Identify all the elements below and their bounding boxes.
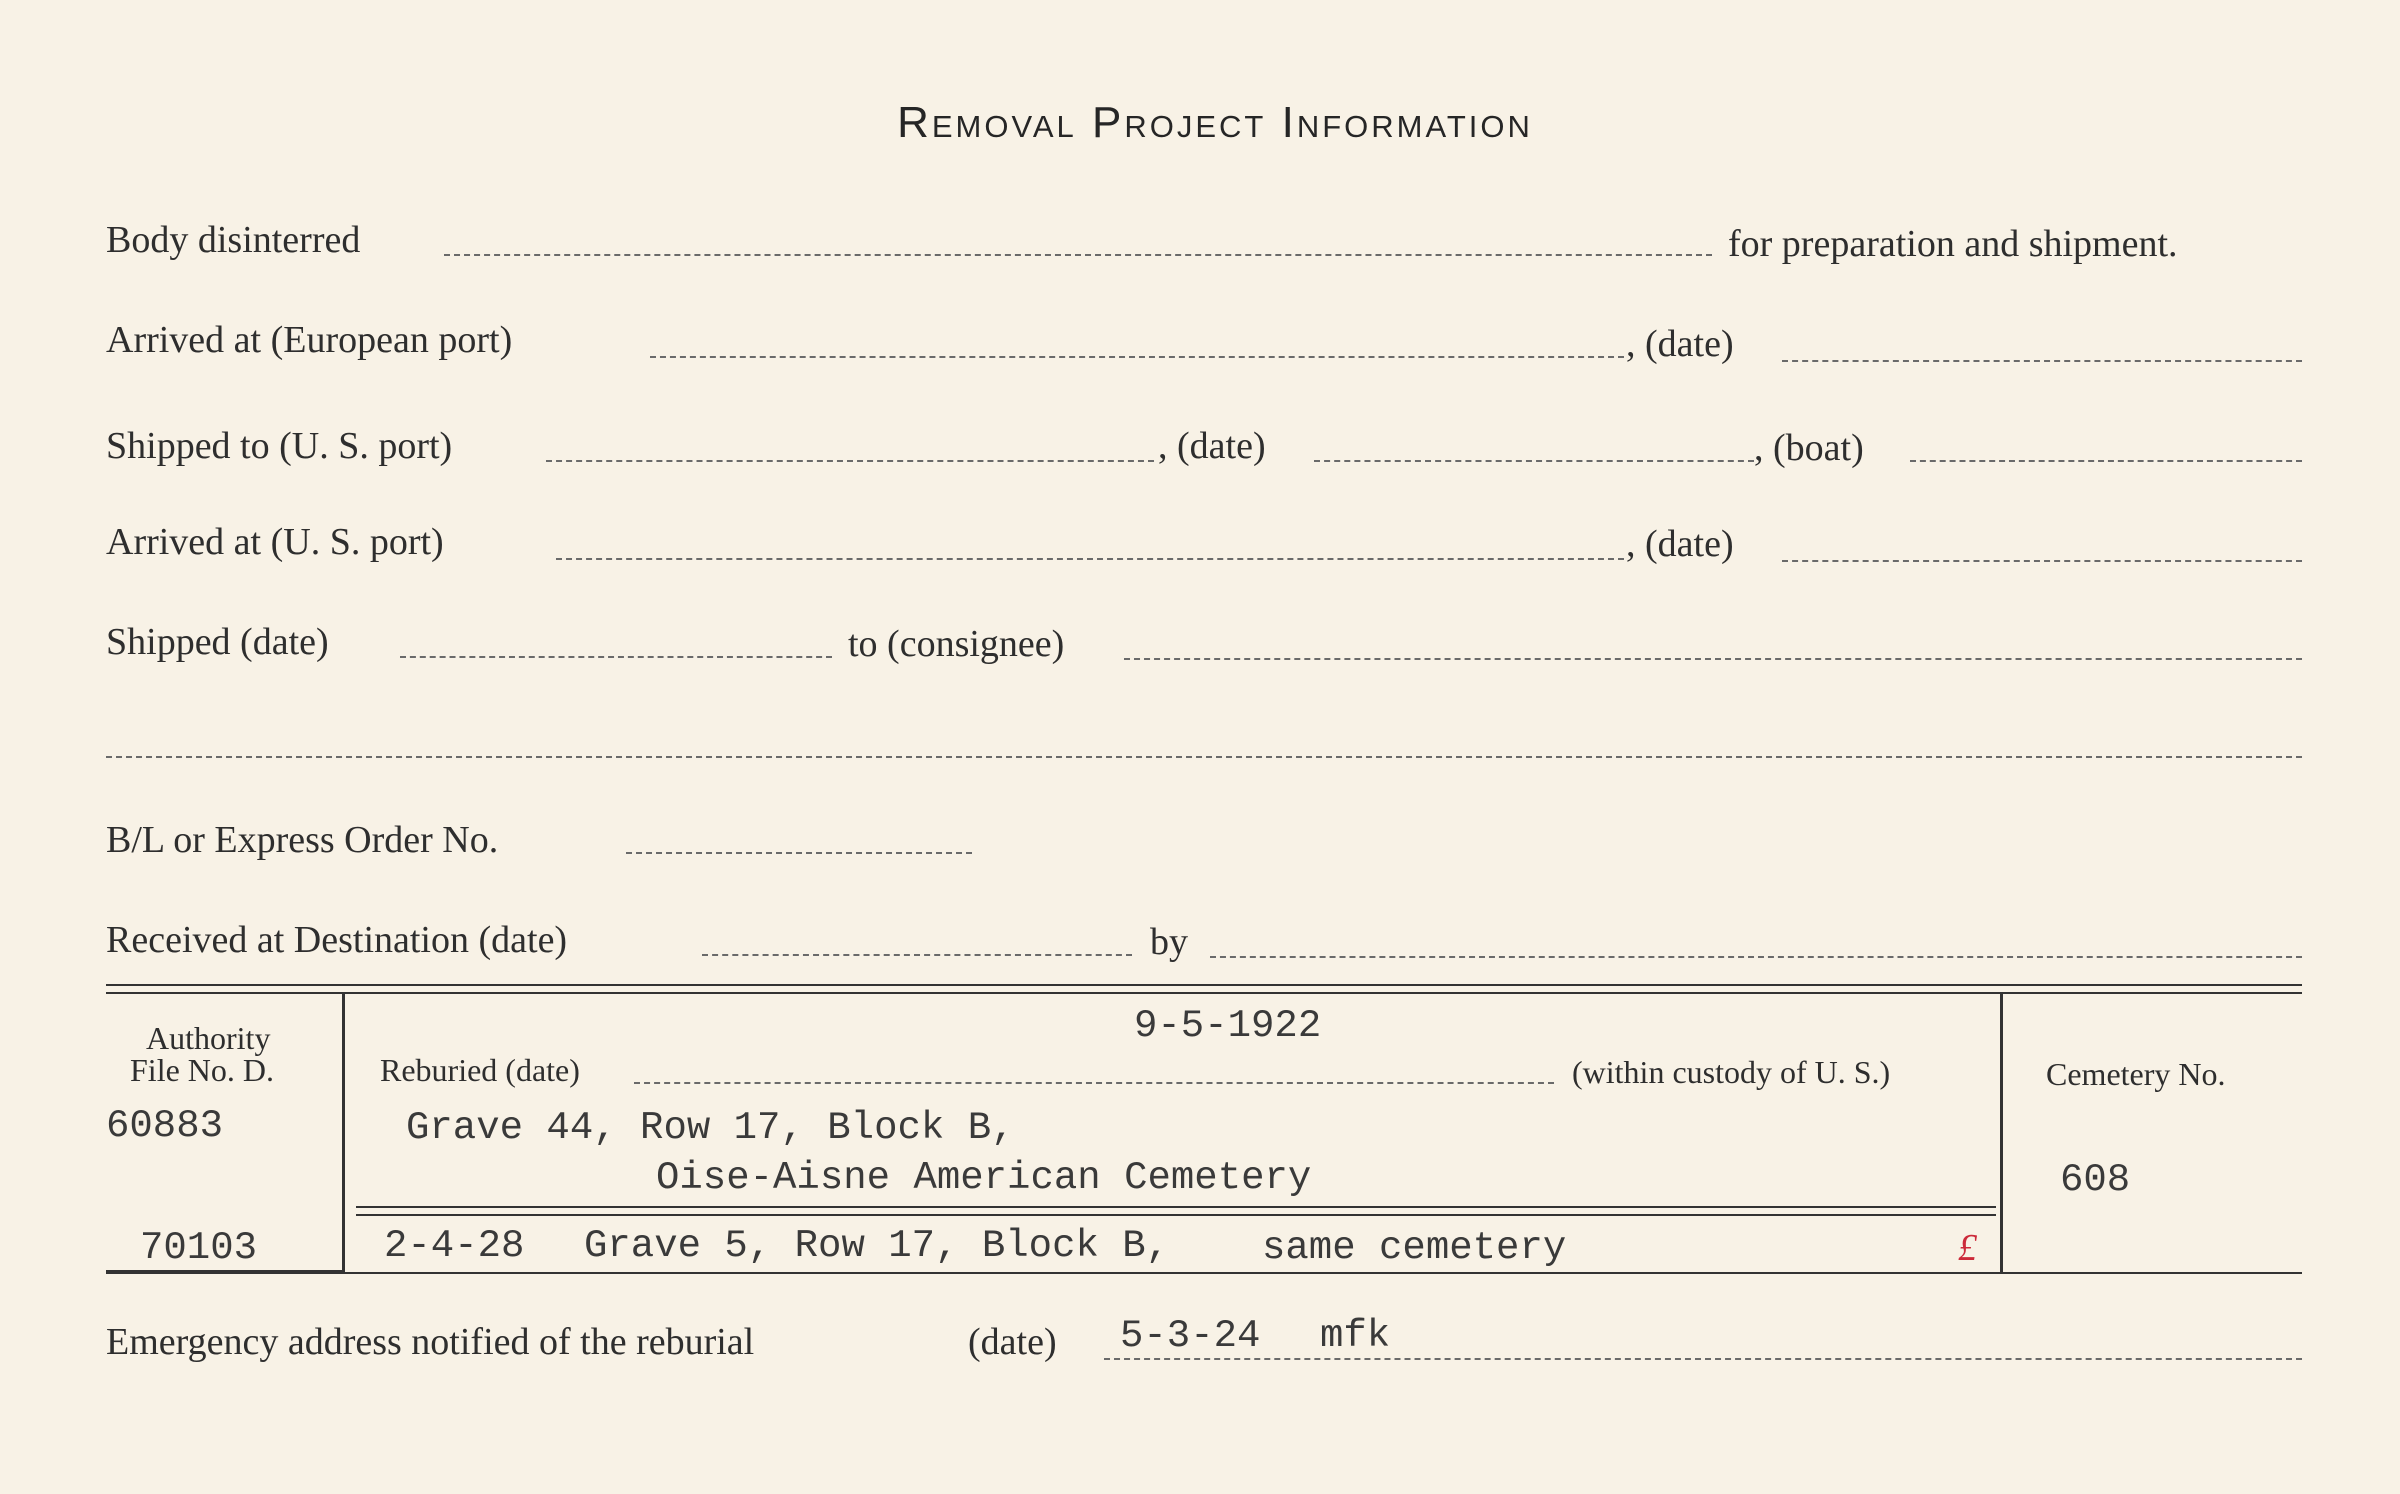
table-bottom-rule: [106, 1272, 2302, 1274]
date-line-2: [1314, 460, 1754, 462]
arrived-european-line: [650, 356, 1624, 358]
shipped-date-line: [400, 656, 832, 658]
date-label-2: , (date): [1158, 425, 1266, 467]
table-top-rule-2: [106, 992, 2302, 994]
reburied-label: Reburied (date): [380, 1052, 580, 1088]
boat-line: [1910, 460, 2302, 462]
second-grave: Grave 5, Row 17, Block B,: [584, 1224, 1170, 1268]
table-divider-right: [2000, 994, 2003, 1272]
file-no-1: 60883: [106, 1104, 224, 1148]
table-mid-rule-1: [356, 1206, 1996, 1208]
emergency-date-value: 5-3-24: [1120, 1314, 1261, 1358]
received-dest-label: Received at Destination (date): [106, 919, 568, 961]
file-no-2: 70103: [140, 1226, 258, 1270]
reburied-line: [634, 1082, 1554, 1084]
date-label-1: , (date): [1626, 323, 1734, 365]
body-disinterred-line: [444, 254, 1712, 256]
cemetery-no-value: 608: [2060, 1158, 2131, 1202]
body-disinterred-label: Body disinterred: [106, 219, 361, 261]
date-line-3: [1782, 560, 2302, 562]
emergency-label: Emergency address notified of the reburial: [106, 1321, 755, 1363]
second-note: same cemetery: [1262, 1226, 1567, 1270]
for-preparation-label: for preparation and shipment.: [1728, 223, 2178, 265]
second-date: 2-4-28: [384, 1224, 525, 1268]
arrived-european-label: Arrived at (European port): [106, 319, 513, 361]
reburied-date-value: 9-5-1922: [1134, 1004, 1322, 1048]
form-title: Removal Project Information: [897, 98, 1533, 147]
received-date-line: [702, 954, 1132, 956]
to-consignee-label: to (consignee): [848, 623, 1065, 665]
table-mid-rule-2: [356, 1214, 1996, 1216]
received-by-line: [1210, 956, 2302, 958]
grave-line-1: Grave 44, Row 17, Block B,: [406, 1106, 1015, 1150]
grave-line-2: Oise-Aisne American Cemetery: [656, 1156, 1312, 1200]
shipped-date-label: Shipped (date): [106, 621, 329, 663]
emergency-date-label: (date): [968, 1321, 1057, 1363]
cemetery-no-label: Cemetery No.: [2046, 1056, 2226, 1092]
consignee-line: [1124, 658, 2302, 660]
shipped-us-line: [546, 460, 1154, 462]
arrived-us-line: [556, 558, 1624, 560]
bl-order-label: B/L or Express Order No.: [106, 819, 499, 861]
boat-label: , (boat): [1754, 427, 1864, 469]
check-mark: £: [1958, 1227, 1977, 1269]
emergency-initials: mfk: [1320, 1314, 1391, 1358]
blank-line: [106, 756, 2302, 758]
bl-order-line: [626, 852, 972, 854]
date-line-1: [1782, 360, 2302, 362]
authority-label: Authority: [146, 1020, 271, 1056]
file-no-2-underline: [106, 1270, 342, 1272]
emergency-line: [1104, 1358, 2302, 1360]
shipped-us-label: Shipped to (U. S. port): [106, 425, 453, 467]
custody-label: (within custody of U. S.): [1572, 1054, 1891, 1090]
file-no-label: File No. D.: [130, 1052, 274, 1088]
arrived-us-label: Arrived at (U. S. port): [106, 521, 444, 563]
date-label-3: , (date): [1626, 523, 1734, 565]
table-divider-left: [342, 994, 345, 1272]
by-label: by: [1150, 921, 1188, 963]
table-top-rule-1: [106, 984, 2302, 986]
